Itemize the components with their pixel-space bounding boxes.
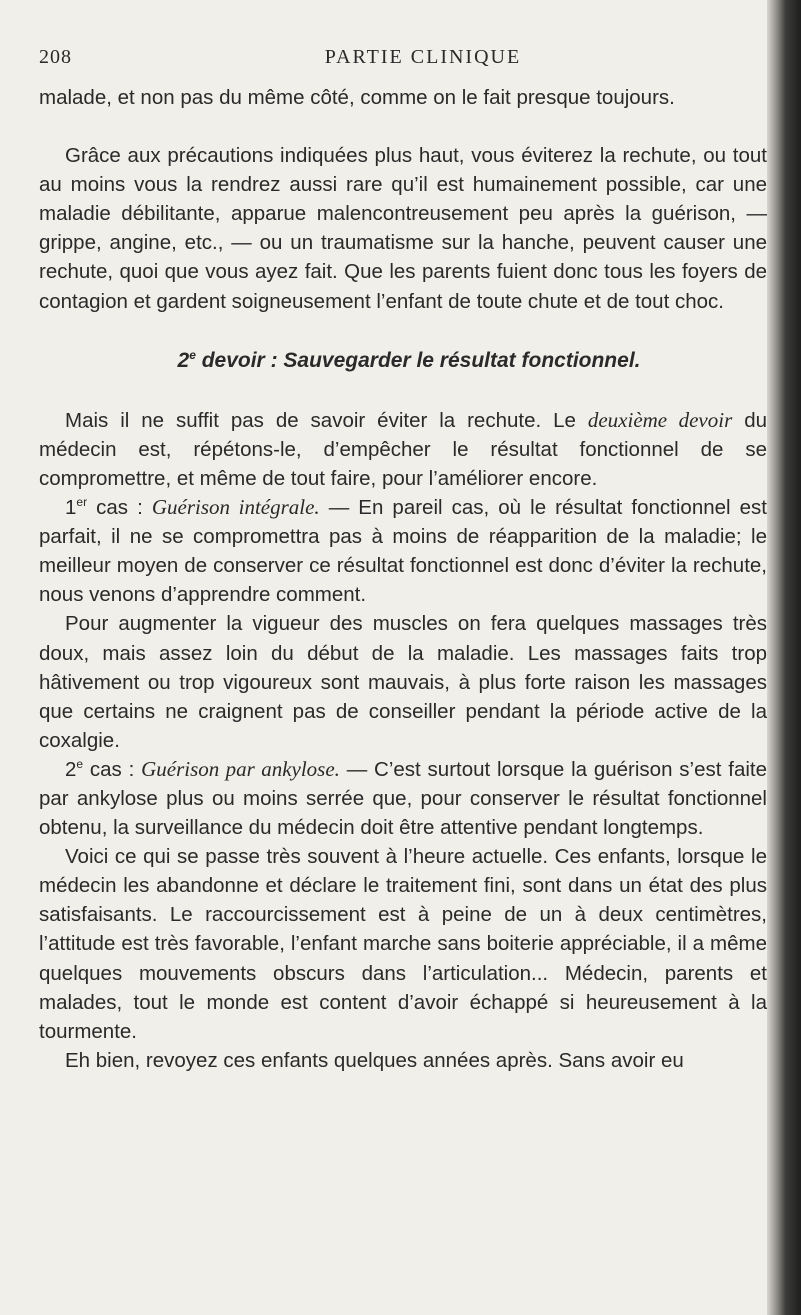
page-edge-shadow [767, 0, 801, 1315]
heading-superscript: e [189, 347, 196, 362]
page-number: 208 [39, 46, 72, 68]
paragraph-eh-bien: Eh bien, revoyez ces enfants quelques années après. Sans avoir eu [65, 1048, 684, 1072]
italic-case-title: Guérison par ankylose. [141, 756, 340, 781]
italic-term: deuxième devoir [587, 407, 733, 432]
heading-text: devoir : Sauvegarder le résultat fonctionnel. [195, 348, 641, 372]
body-text [39, 83, 767, 1075]
paragraph-voici: Voici ce qui se passe très souvent à l’heure actuelle. Ces enfants, lorsque le médecin les abandonne et déclare le traitement fini, sont dans un état des plus satisfaisants. Le raccourcissement est à peine de un à deux centimètres, l’attitude est très favorable, l’enfant marche sans boiterie appréciable, il a même quelques mouvements obscurs dans l’articulation... Médecin, parents et malades, tout le monde est content d’avoir échappé si heureusement à la tourmente. [39, 845, 767, 1043]
section-title: PARTIE CLINIQUE [324, 46, 522, 68]
running-head [39, 46, 767, 76]
paragraph-continuation: malade, et non pas du même côté, comme on le fait presque toujours. [39, 86, 675, 109]
section-heading [39, 346, 767, 375]
heading-number: 2 [177, 348, 190, 372]
paragraph-cas-1: 1er cas : Guérison intégrale. — En pareil cas, où le résultat fonctionnel est parfait, il ne se compromettra pas à moins de réapparition de la maladie; le meilleur moyen de conserver ce résultat fonctionnel est donc d’éviter la rechute, nous venons d’apprendre comment. [39, 495, 767, 607]
italic-case-title: Guérison intégrale. [151, 495, 320, 520]
paragraph-massages: Pour augmenter la vigueur des muscles on fera quelques massages très doux, mais assez loin du début de la maladie. Les massages faits trop hâtivement ou trop vigoureux sont mauvais, à plus forte raison les massages que certains ne craignent pas de conseiller pendant la période active de la coxalgie. [39, 612, 767, 752]
paragraph-rechute: Grâce aux précautions indiquées plus haut, vous éviterez la rechute, ou tout au moins vous la rendrez aussi rare qu’il est humainement possible, car une maladie débilitante, apparue malencontreusement peu après la guérison, — grippe, angine, etc., — ou un traumatisme sur la hanche, peuvent causer une rechute, quoi que vous ayez fait. Que les parents fuient donc tous les foyers de contagion et gardent soigneusement l’enfant de toute chute et de tout choc. [39, 144, 767, 313]
paragraph-cas-2: 2e cas : Guérison par ankylose. — C’est surtout lorsque la guérison s’est faite par ankylose plus ou moins serrée que, pour conserver le résultat fonctionnel obtenu, la surveillance du médecin doit être attentive pendant longtemps. [39, 756, 768, 840]
paragraph-deuxieme-devoir: Mais il ne suffit pas de savoir éviter la rechute. Le deuxième devoir du médecin est, répétons-le, d’empêcher le résultat fonctionnel de se compromettre, et même de tout faire, pour l’améliorer encore. [39, 407, 767, 490]
